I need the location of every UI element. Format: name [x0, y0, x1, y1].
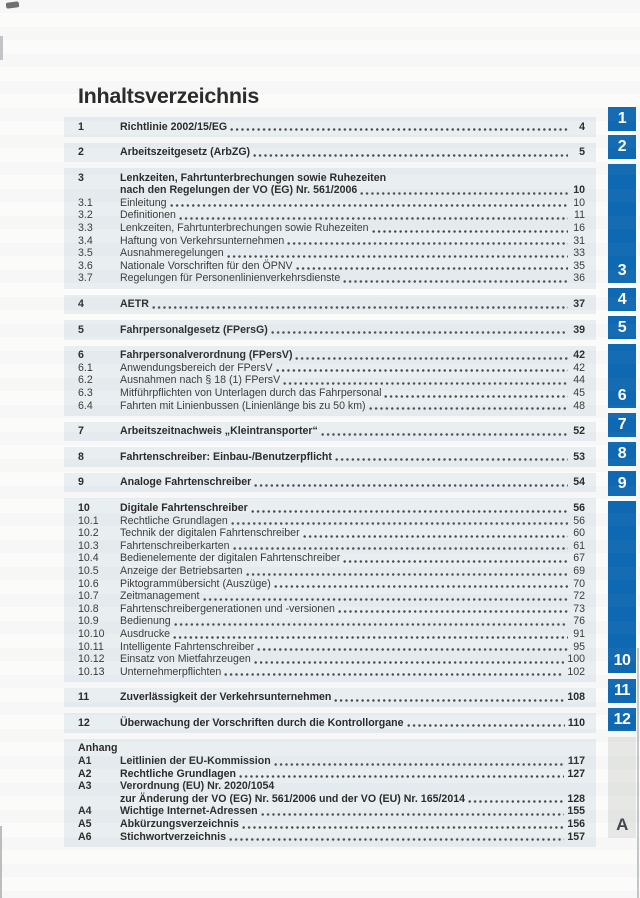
chapter-tab-2 — [608, 135, 636, 159]
toc-row — [78, 400, 585, 413]
page-number: 56 — [573, 514, 585, 527]
chapter-tab-4 — [608, 288, 636, 311]
dot-leader — [302, 527, 568, 540]
entry-title: Nationale Vorschriften für den ÖPNV — [120, 259, 293, 272]
toc-row — [78, 793, 585, 806]
entry-number: 7 — [78, 425, 84, 438]
scan-edge-mark — [0, 36, 3, 60]
page-number: 73 — [573, 602, 585, 615]
dot-leader — [270, 324, 568, 337]
dot-leader — [238, 768, 564, 781]
entry-number: A1 — [78, 755, 92, 768]
entry-title: Anwendungsbereich der FPersV — [120, 361, 273, 374]
tab-label: 3 — [617, 262, 627, 279]
dot-leader — [253, 476, 568, 489]
page-number: 60 — [573, 527, 585, 540]
toc-group — [64, 473, 596, 493]
page-number: 128 — [567, 792, 585, 805]
tab-label: 2 — [617, 138, 627, 155]
entry-number: 6.2 — [78, 374, 93, 387]
entry-number: 3.6 — [78, 259, 93, 272]
page-number: 156 — [567, 818, 585, 831]
entry-number: 10.5 — [78, 564, 99, 577]
toc-row — [78, 298, 585, 311]
toc-row — [78, 768, 585, 781]
entry-number: 10.4 — [78, 552, 99, 565]
toc-group — [64, 117, 596, 137]
page-number: 56 — [573, 501, 585, 514]
dot-leader — [294, 349, 568, 362]
tab-label: 12 — [613, 710, 631, 728]
dot-leader — [406, 717, 565, 730]
dot-leader — [245, 565, 569, 578]
toc-row — [78, 272, 585, 285]
dot-leader — [173, 615, 568, 628]
entry-title: Fahrtenschreiberkarten — [120, 539, 230, 552]
scan-edge-line — [637, 648, 639, 898]
page-number: 100 — [567, 653, 585, 666]
entry-number: 2 — [78, 146, 84, 159]
page-number: 39 — [573, 323, 585, 336]
dot-leader — [172, 628, 568, 641]
entry-title: Digitale Fahrtenschreiber — [120, 501, 248, 514]
entry-number: 10.8 — [78, 602, 99, 615]
entry-title: Mitführpflichten von Unterlagen durch das Fahrpersonal — [120, 387, 382, 399]
entry-title: Haftung von Verkehrsunternehmen — [120, 234, 285, 247]
toc-group — [64, 168, 596, 288]
entry-title: Bedienelemente der digitalen Fahrtenschreiber — [120, 552, 341, 565]
toc-row — [78, 425, 585, 438]
entry-title: Verordnung (EU) Nr. 2020/1054 — [120, 780, 275, 793]
page-number: 42 — [573, 349, 585, 362]
dot-leader — [250, 502, 568, 515]
entry-title: Stichwortverzeichnis — [120, 830, 226, 843]
dot-leader — [275, 362, 568, 375]
entry-number: 6.3 — [78, 387, 93, 399]
toc-group — [64, 422, 596, 442]
toc-row — [78, 349, 585, 362]
entry-number: 10.9 — [78, 615, 99, 628]
toc-row — [78, 603, 585, 616]
dot-leader — [178, 209, 568, 222]
dot-leader — [368, 400, 568, 413]
entry-title: Wichtige Internet-Adressen — [120, 805, 258, 818]
entry-title: Zuverlässigkeit der Verkehrsunternehmen — [120, 691, 332, 704]
entry-title: nach den Regelungen der VO (EG) Nr. 561/2006 — [120, 184, 358, 197]
toc-row — [78, 831, 585, 844]
toc-row — [78, 590, 585, 603]
chapter-tab-A — [608, 737, 636, 838]
entry-number: 6.1 — [78, 361, 93, 374]
toc-group — [64, 295, 596, 315]
page-number: 16 — [573, 222, 585, 235]
entry-title: Arbeitszeitnachweis „Kleintransporter“ — [120, 425, 318, 438]
toc-row — [78, 146, 585, 159]
entry-number: 3.3 — [78, 222, 93, 235]
tab-label: 1 — [617, 110, 627, 127]
entry-number: A4 — [78, 805, 92, 818]
entry-number: 6.4 — [78, 399, 93, 412]
entry-title: Fahrpersonalgesetz (FPersG) — [120, 323, 268, 336]
page-number: 91 — [573, 627, 585, 640]
page-number: 127 — [567, 767, 585, 780]
toc-row — [78, 628, 585, 641]
entry-title: Rechtliche Grundlagen — [120, 514, 228, 527]
dot-leader — [230, 515, 568, 528]
entry-title: Abkürzungsverzeichnis — [120, 818, 239, 831]
chapter-tab-10 — [608, 501, 636, 673]
tab-label: A — [616, 815, 628, 834]
section-header-label: Anhang — [78, 742, 118, 755]
entry-number: 9 — [78, 476, 84, 489]
toc-group — [64, 143, 596, 163]
chapter-tab-7 — [608, 413, 636, 437]
toc-row — [78, 691, 585, 704]
page-number: 44 — [573, 374, 585, 387]
page-number: 155 — [567, 805, 585, 818]
entry-number: A5 — [78, 818, 92, 831]
page-number: 31 — [573, 234, 585, 247]
dot-leader — [253, 653, 565, 666]
dot-leader — [229, 121, 568, 134]
dot-leader — [226, 247, 568, 260]
entry-number: 3.4 — [78, 234, 93, 247]
tab-label: 9 — [617, 474, 627, 492]
toc-row — [78, 780, 585, 793]
toc-row — [78, 818, 585, 831]
toc-row — [78, 387, 585, 400]
page-title: Inhaltsverzeichnis — [78, 84, 260, 108]
page-number: 95 — [573, 640, 585, 653]
page-number: 110 — [567, 716, 585, 729]
dot-leader — [334, 451, 568, 464]
toc-list — [64, 117, 596, 847]
entry-number: 1 — [78, 120, 84, 133]
entry-number: 10.6 — [78, 577, 99, 590]
entry-number: 8 — [78, 450, 84, 463]
dot-leader — [371, 222, 568, 235]
dot-leader — [202, 590, 569, 603]
toc-row — [78, 222, 585, 235]
entry-number: 10.11 — [78, 640, 104, 653]
entry-number: 11 — [78, 691, 90, 704]
toc-row — [78, 121, 585, 134]
toc-section-header — [78, 742, 585, 755]
entry-number: 10 — [78, 501, 90, 514]
tab-label: 4 — [617, 290, 627, 308]
dot-leader — [151, 298, 568, 311]
entry-title: Technik der digitalen Fahrtenschreiber — [120, 527, 300, 540]
toc-group — [64, 346, 596, 416]
page-number: 42 — [573, 361, 585, 374]
toc-row — [78, 578, 585, 591]
page-number: 117 — [567, 755, 585, 768]
page-number: 48 — [573, 399, 585, 412]
entry-number: 10.13 — [78, 665, 105, 678]
page-number: 52 — [573, 425, 585, 438]
toc-group — [64, 713, 596, 733]
toc-group — [64, 447, 596, 467]
page-number: 102 — [567, 665, 585, 678]
entry-number: 3.2 — [78, 209, 93, 222]
page-number: 61 — [573, 539, 585, 552]
tab-label: 5 — [617, 318, 627, 336]
dot-leader — [273, 755, 565, 768]
dot-leader — [223, 666, 564, 679]
entry-title: Richtlinie 2002/15/EG — [120, 120, 228, 133]
toc-row — [78, 235, 585, 248]
toc-row — [78, 324, 585, 337]
toc-row — [78, 515, 585, 528]
dot-leader — [383, 387, 568, 400]
entry-number: 10.3 — [78, 539, 99, 552]
toc-row — [78, 197, 585, 210]
entry-number: A3 — [78, 780, 92, 793]
toc-row — [78, 527, 585, 540]
entry-title: Unternehmerpflichten — [120, 665, 222, 678]
entry-number: A6 — [78, 830, 92, 843]
page-number: 10 — [573, 184, 585, 197]
dot-leader — [337, 603, 568, 616]
page-number: 72 — [573, 590, 585, 603]
toc-group — [64, 498, 596, 681]
chapter-tab-rail — [608, 107, 636, 838]
chapter-tab-5 — [608, 316, 636, 339]
page-number: 45 — [573, 387, 585, 399]
page-number: 4 — [579, 120, 585, 133]
entry-title: Analoge Fahrtenschreiber — [120, 476, 252, 489]
page-number: 11 — [574, 209, 585, 222]
page-number: 76 — [573, 615, 585, 628]
entry-number: 3 — [78, 171, 84, 184]
toc-row — [78, 451, 585, 464]
entry-title: Einleitung — [120, 196, 167, 209]
toc-row — [78, 717, 585, 730]
entry-title: Fahrtenschreiber: Einbau-/Benutzerpflicht — [120, 450, 332, 463]
dot-leader — [320, 425, 568, 438]
toc-row — [78, 172, 585, 185]
entry-title: Bedienung — [120, 615, 171, 628]
dot-leader — [241, 818, 564, 831]
entry-title: Lenkzeiten, Fahrtunterbrechungen sowie Ruhezeiten — [120, 171, 387, 184]
tab-label: 10 — [613, 652, 631, 669]
page-number: 54 — [573, 476, 585, 489]
toc-row — [78, 653, 585, 666]
page-number: 33 — [573, 247, 585, 260]
entry-number: 10.2 — [78, 527, 99, 540]
entry-number: 3.1 — [78, 196, 93, 209]
page-number: 67 — [573, 552, 585, 565]
page-number: 157 — [567, 830, 585, 843]
page-number: 36 — [573, 272, 585, 285]
entry-title: Zeitmanagement — [120, 590, 200, 603]
entry-number: 12 — [78, 716, 90, 729]
entry-title: Fahrtenschreibergenerationen und -versionen — [120, 602, 335, 615]
tab-label: 7 — [617, 416, 627, 433]
toc-row — [78, 615, 585, 628]
entry-title: Rechtliche Grundlagen — [120, 767, 236, 780]
entry-title: Ausnahmen nach § 18 (1) FPersV — [120, 374, 281, 387]
dot-leader — [333, 691, 564, 704]
entry-title: Fahrten mit Linienbussen (Linienlänge bis zu 50 km) — [120, 399, 366, 412]
entry-title: Lenkzeiten, Fahrtunterbrechungen sowie Ruhezeiten — [120, 222, 369, 235]
chapter-tab-1 — [608, 107, 636, 131]
entry-title: AETR — [120, 298, 149, 311]
page-number: 37 — [573, 298, 585, 311]
entry-number: 10.10 — [78, 627, 105, 640]
dot-leader — [232, 540, 568, 553]
page-number: 70 — [573, 577, 585, 590]
chapter-tab-8 — [608, 442, 636, 466]
toc-row — [78, 565, 585, 578]
entry-title: Definitionen — [120, 209, 176, 222]
dot-leader — [342, 272, 568, 285]
toc-group — [64, 739, 596, 847]
dot-leader — [260, 805, 565, 818]
tab-label: 11 — [614, 682, 630, 699]
entry-title: Ausnahmeregelungen — [120, 247, 224, 260]
tab-label: 8 — [617, 445, 627, 462]
toc-group — [64, 320, 596, 340]
dot-leader — [169, 197, 568, 210]
toc-row — [78, 260, 585, 273]
chapter-tab-9 — [608, 471, 636, 496]
dot-leader — [295, 260, 568, 273]
page-number: 69 — [573, 564, 585, 577]
entry-number: A2 — [78, 767, 92, 780]
page-number: 10 — [573, 196, 585, 209]
entry-title: Piktogrammübersicht (Auszüge) — [120, 577, 271, 590]
toc-row — [78, 755, 585, 768]
entry-title: Anzeige der Betriebsarten — [120, 564, 243, 577]
page-number: 5 — [579, 146, 585, 159]
tab-label: 6 — [617, 387, 627, 404]
scan-smudge — [6, 1, 20, 9]
entry-title: zur Änderung der VO (EG) Nr. 561/2006 und der VO (EU) Nr. 165/2014 — [120, 792, 465, 805]
entry-title: Regelungen für Personenlinienverkehrsdienste — [120, 272, 341, 285]
toc-row — [78, 184, 585, 197]
dot-leader — [286, 235, 568, 248]
entry-title: Fahrpersonalverordnung (FPersV) — [120, 349, 293, 362]
entry-title: Intelligente Fahrtenschreiber — [120, 640, 255, 653]
toc-row — [78, 247, 585, 260]
page-number: 108 — [567, 691, 585, 704]
toc-row — [78, 362, 585, 375]
toc-row — [78, 502, 585, 515]
entry-title: Einsatz von Mietfahrzeugen — [120, 653, 251, 666]
toc-row — [78, 374, 585, 387]
toc-row — [78, 641, 585, 654]
toc-row — [78, 552, 585, 565]
page-number: 35 — [573, 259, 585, 272]
entry-title: Überwachung der Vorschriften durch die Kontrollorgane — [120, 716, 404, 729]
entry-number: 6 — [78, 349, 84, 362]
toc-content — [64, 84, 596, 853]
dot-leader — [359, 184, 568, 197]
scan-edge-line-bottom — [0, 826, 2, 898]
dot-leader — [252, 146, 568, 159]
entry-title: Leitlinien der EU-Kommission — [120, 755, 271, 768]
toc-row — [78, 666, 585, 679]
dot-leader — [342, 552, 568, 565]
chapter-tab-3 — [608, 164, 636, 283]
entry-number: 10.1 — [78, 514, 99, 527]
entry-number: 10.7 — [78, 590, 99, 603]
entry-number: 3.5 — [78, 247, 93, 260]
toc-row — [78, 540, 585, 553]
entry-number: 10.12 — [78, 653, 105, 666]
toc-row — [78, 476, 585, 489]
toc-row — [78, 209, 585, 222]
entry-title: Arbeitszeitgesetz (ArbZG) — [120, 146, 251, 159]
entry-number: 4 — [78, 298, 84, 311]
dot-leader — [282, 374, 568, 387]
dot-leader — [256, 641, 568, 654]
dot-leader — [273, 578, 568, 591]
dot-leader — [467, 793, 564, 806]
entry-title: Ausdrucke — [120, 627, 171, 640]
chapter-tab-6 — [608, 344, 636, 408]
entry-number: 3.7 — [78, 272, 93, 285]
chapter-tab-12 — [608, 708, 636, 731]
entry-number: 5 — [78, 323, 84, 336]
dot-leader — [228, 831, 564, 844]
chapter-tab-11 — [608, 679, 636, 703]
page-number: 53 — [573, 450, 585, 463]
toc-group — [64, 688, 596, 708]
toc-row — [78, 805, 585, 818]
